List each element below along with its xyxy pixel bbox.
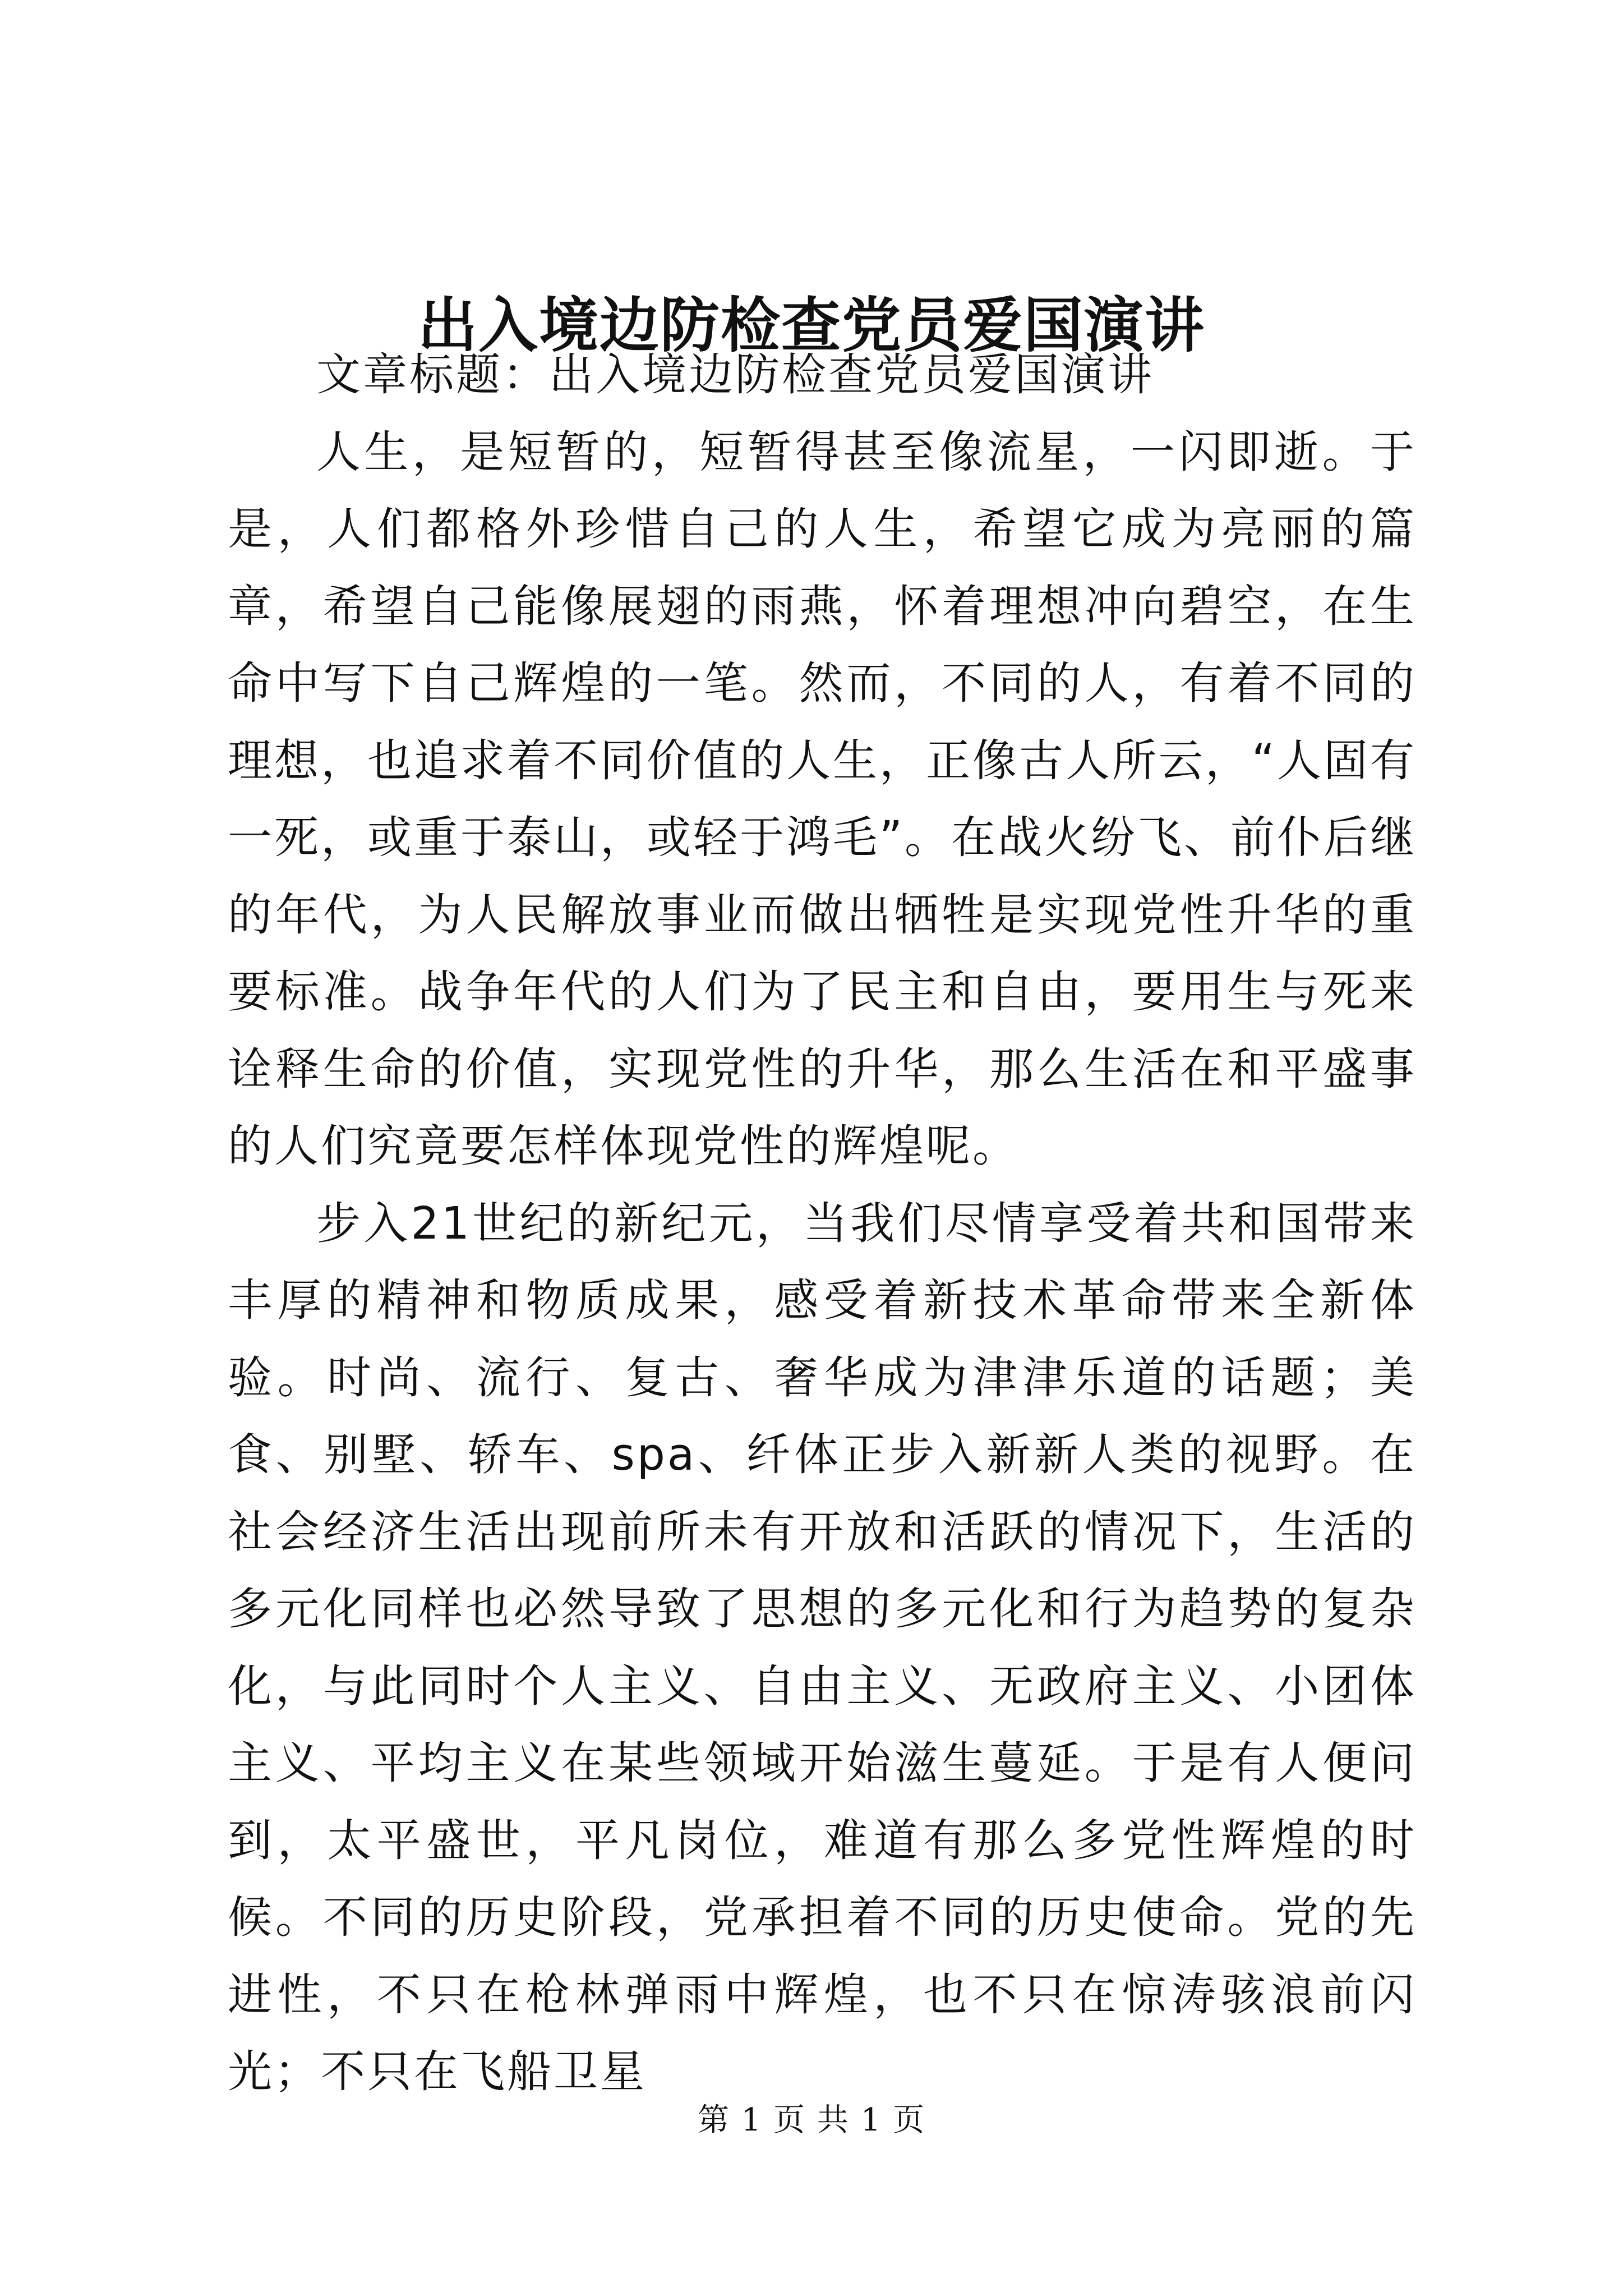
document-title: 出入境边防检查党员爱国演讲 bbox=[418, 290, 1205, 360]
paragraph: 步入21世纪的新纪元，当我们尽情享受着共和国带来丰厚的精神和物质成果，感受着新技术革命带来全新体验。时尚、流行、复古、奢华成为津津乐道的话题；美食、别墅、轿车、spa、纤体正步入新新人类的视野。在社会经济生活出现前所未有开放和活跃的情况下，生活的多元化同样也必然导致了思想的多元化和行为趋势的复杂化，与此同时个人主义、自由主义、无政府主义、小团体主义、平均主义在某些领域开始滋生蔓延。于是有人便问到，太平盛世，平凡岗位，难道有那么多党性辉煌的时候。不同的历史阶段，党承担着不同的历史使命。党的先进性，不只在枪林弹雨中辉煌，也不只在惊涛骇浪前闪光；不只在飞船卫星 bbox=[228, 1197, 1417, 2097]
page-footer: 第 1 页 共 1 页 bbox=[697, 2102, 926, 2138]
article-title-line: 文章标题：出入境边防检查党员爱国演讲 bbox=[316, 349, 1154, 401]
paragraph: 人生，是短暂的，短暂得甚至像流星，一闪即逝。于是，人们都格外珍惜自己的人生，希望它成为亮丽的篇章，希望自己能像展翅的雨燕，怀着理想冲向碧空，在生命中写下自己辉煌的一笔。然而，不同的人，有着不同的理想，也追求着不同价值的人生，正像古人所云，“人固有一死，或重于泰山，或轻于鸿毛”。在战火纷飞、前仆后继的年代，为人民解放事业而做出牺牲是实现党性升华的重要标准。战争年代的人们为了民主和自由，要用生与死来诠释生命的价值，实现党性的升华，那么生活在和平盛事的人们究竟要怎样体现党性的辉煌呢。 bbox=[228, 426, 1417, 1172]
document-body bbox=[228, 337, 1417, 2111]
